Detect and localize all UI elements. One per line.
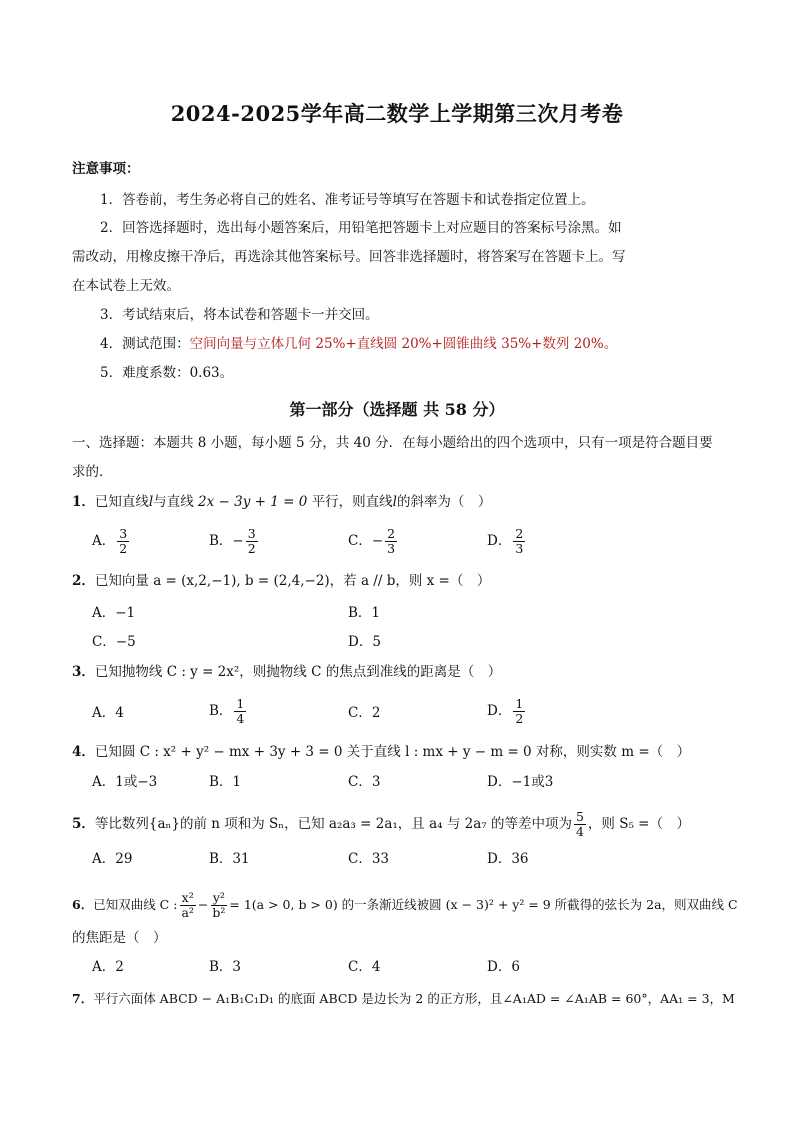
question-5: [72, 810, 690, 839]
q5-option-a[interactable]: A．29: [92, 851, 133, 867]
note-4-prefix: 4．测试范围：: [100, 336, 190, 352]
section-heading: 第一部分（选择题 共 58 分）: [289, 400, 505, 419]
q1-option-c[interactable]: C．− $\frac{2}{3}$: [348, 526, 396, 556]
q3-option-b[interactable]: B． $\frac{1}{4}$: [209, 696, 245, 726]
question-7: [72, 990, 735, 1008]
section-intro-a: 一、选择题：本题共 8 小题，每小题 5 分，共 40 分．在每小题给出的四个选项中，只有一项是符合题目要: [72, 435, 713, 451]
note-2c: 在本试卷上无效。: [72, 278, 180, 294]
q2-option-c[interactable]: C．−5: [92, 634, 136, 650]
q6-text-b: = 1(a > 0, b > 0) 的一条渐近线被圆 (x − 3)² + y² = 9 所截得的弦长为 2a，则双曲线 C: [229, 897, 738, 912]
q3-d-fraction: $\frac{1}{2}$: [515, 696, 524, 726]
question-2: [72, 572, 490, 590]
q1-option-d[interactable]: D． $\frac{2}{3}$: [487, 526, 524, 556]
q1-equation: 2x − 3y + 1 = 0: [198, 494, 308, 510]
q4-option-d[interactable]: D．−1或3: [487, 774, 554, 790]
q1-option-a[interactable]: A． $\frac{3}{2}$: [92, 526, 128, 556]
q2-text: 已知向量 a = (x,2,−1), b = (2,4,−2)，若 a // b，则 x =（ ）: [94, 573, 491, 589]
q1-d-fraction: $\frac{2}{3}$: [515, 526, 524, 556]
question-3: [72, 663, 501, 681]
q1-b-fraction: $\frac{3}{2}$: [247, 526, 256, 556]
q2-option-d[interactable]: D．5: [348, 634, 381, 650]
q1-text-b: 与直线: [153, 494, 194, 510]
q3-option-a[interactable]: A．4: [92, 705, 124, 721]
test-range: 空间向量与立体几何 25%+直线圆 20%+圆锥曲线 35%+数列 20%。: [189, 336, 618, 352]
note-2a: 2．回答选择题时，选出每小题答案后，用铅笔把答题卡上对应题目的答案标号涂黑。如: [100, 220, 622, 236]
q6-number: 6．: [72, 897, 94, 912]
q1-option-b[interactable]: B．− $\frac{3}{2}$: [209, 526, 256, 556]
q2-option-b[interactable]: B．1: [348, 605, 381, 621]
q1-text-d: 的斜率为（ ）: [396, 494, 492, 510]
q5-fraction: $\frac{5}{4}$: [575, 809, 584, 839]
q4-number: 4．: [72, 744, 95, 760]
question-1: [72, 493, 491, 511]
q5-number: 5．: [72, 816, 95, 832]
q6-text-c: 的焦距是（ ）: [72, 930, 167, 946]
q6-option-b[interactable]: B．3: [209, 959, 242, 975]
q4-option-b[interactable]: B．1: [209, 774, 242, 790]
q6-option-c[interactable]: C．4: [348, 959, 381, 975]
q3-text: 已知抛物线 C : y = 2x²，则抛物线 C 的焦点到准线的距离是（ ）: [94, 664, 502, 680]
q1-number: 1．: [72, 494, 95, 510]
q3-number: 3．: [72, 664, 95, 680]
q1-a-fraction: $\frac{3}{2}$: [119, 526, 128, 556]
q6-fraction-y: $\frac{\text{y²}}{\text{b²}}$: [212, 890, 226, 920]
q5-text-a: 等比数列{aₙ}的前 n 项和为 Sₙ，已知 a₂a₃ = 2a₁，且 a₄ 与 2a₇ 的等差中项为: [94, 816, 572, 832]
question-6: 6．已知双曲线 C : $\frac{\text{x²}}{\text{a²}}$ − $\frac{\text{y²}}{\text{b²}}$ = 1(a > 0, b > 0) 的一条渐近线被圆 (x − 3)² + y² = 9 所截得的弦长为 2a，则双曲线 C: [72, 890, 738, 920]
q5-option-c[interactable]: C．33: [348, 851, 390, 867]
note-4: [100, 335, 617, 353]
q4-text: 已知圆 C : x² + y² − mx + 3y + 3 = 0 关于直线 l : mx + y − m = 0 对称，则实数 m =（ ）: [94, 744, 691, 760]
q3-b-fraction: $\frac{1}{4}$: [236, 696, 245, 726]
q7-text: 平行六面体 ABCD − A₁B₁C₁D₁ 的底面 ABCD 是边长为 2 的正方形，且∠A₁AD = ∠A₁AB = 60°，AA₁ = 3，M: [93, 991, 735, 1006]
page-title: 2024-2025学年高二数学上学期第三次月考卷: [170, 101, 624, 126]
note-3: 3．考试结束后，将本试卷和答题卡一并交回。: [100, 307, 379, 323]
q7-number: 7．: [72, 991, 94, 1006]
notes-heading: 注意事项：: [72, 161, 140, 177]
note-5: 5．难度系数：0.63。: [100, 365, 234, 381]
q6-option-d[interactable]: D．6: [487, 959, 520, 975]
question-4: [72, 743, 690, 761]
q1-line-l2: l: [392, 494, 397, 510]
q5-text-b: ，则 S₅ =（ ）: [587, 816, 690, 832]
q4-option-a[interactable]: A．1或−3: [92, 774, 158, 790]
q3-option-c[interactable]: C．2: [348, 705, 381, 721]
q5-option-d[interactable]: D．36: [487, 851, 529, 867]
q4-option-c[interactable]: C．3: [348, 774, 381, 790]
q6-option-a[interactable]: A．2: [92, 959, 124, 975]
section-intro-b: 求的．: [72, 464, 113, 480]
q1-line-l: l: [148, 494, 154, 510]
note-2b: 需改动，用橡皮擦干净后，再选涂其他答案标号。回答非选择题时，将答案写在答题卡上。写: [72, 249, 626, 265]
q2-option-a[interactable]: A．−1: [92, 605, 136, 621]
q1-text-c: 平行，则直线: [311, 494, 393, 510]
q5-option-b[interactable]: B．31: [209, 851, 250, 867]
q6-text-a: 已知双曲线 C :: [93, 897, 178, 912]
note-1: 1．答卷前，考生务必将自己的姓名、准考证号等填写在答题卡和试卷指定位置上。: [100, 192, 595, 208]
q3-option-d[interactable]: D． $\frac{1}{2}$: [487, 696, 524, 726]
q1-text-a: 已知直线: [94, 494, 149, 510]
q2-number: 2．: [72, 573, 95, 589]
q1-c-fraction: $\frac{2}{3}$: [387, 526, 396, 556]
q6-fraction-x: $\frac{\text{x²}}{\text{a²}}$: [181, 890, 194, 920]
